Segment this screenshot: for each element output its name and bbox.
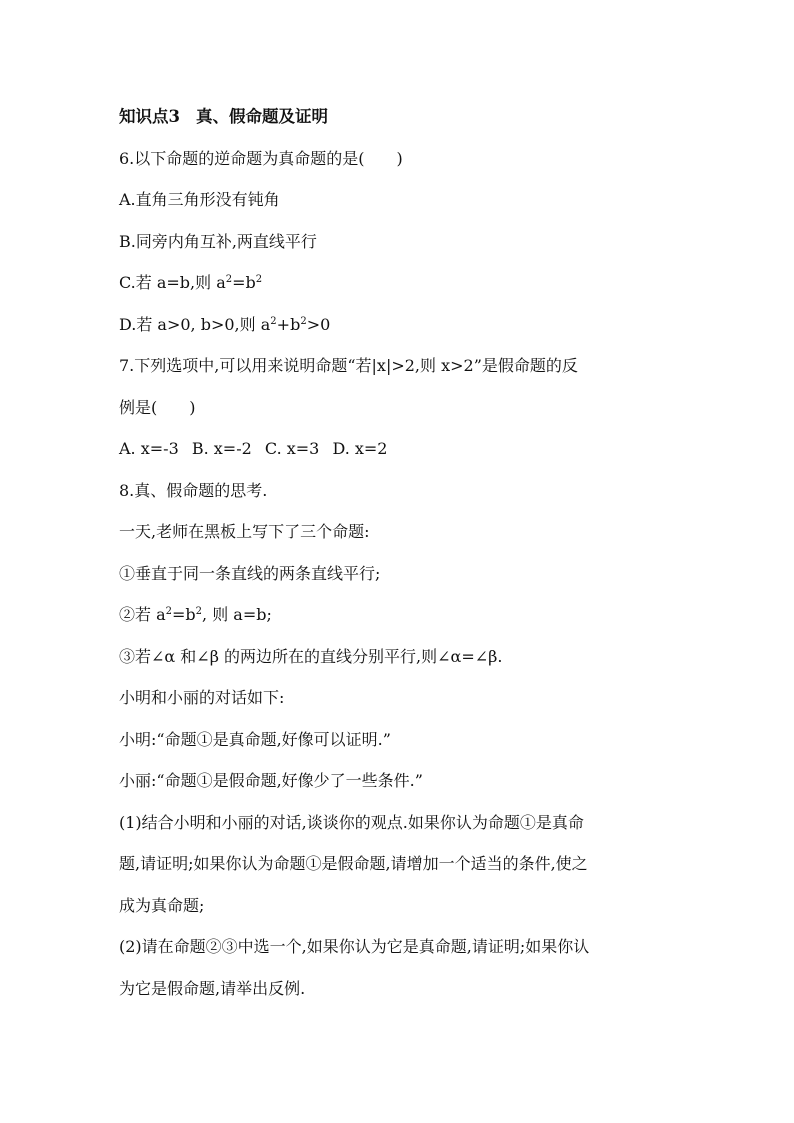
question-7-option-d: D. x=2 <box>332 439 388 458</box>
question-6-option-d: D.若 a>0, b>0,则 $a^2+b^2>0$ <box>119 315 331 334</box>
question-7-option-a: A. x=-3 <box>119 439 179 458</box>
question-8-stem: 8.真、假命题的思考. <box>119 481 268 500</box>
section-heading <box>119 107 328 127</box>
proposition-3: ③若∠α 和∠β 的两边所在的直线分别平行,则∠α=∠β. <box>119 647 503 666</box>
question-7-option-b: B. x=-2 <box>191 439 252 458</box>
question-8-intro: 一天,老师在黑板上写下了三个命题: <box>119 522 370 541</box>
dialog-xiaoli: 小丽:“命题①是假命题,好像少了一些条件.” <box>119 771 423 790</box>
part-1-line2: 题,请证明;如果你认为命题①是假命题,请增加一个适当的条件,使之 <box>119 854 588 873</box>
proposition-2: ②若 $a^2=b^2$, 则 a=b; <box>119 605 272 624</box>
part-1-line1: (1)结合小明和小丽的对话,谈谈你的观点.如果你认为命题①是真命 <box>119 813 584 832</box>
dialog-intro: 小明和小丽的对话如下: <box>119 688 285 707</box>
question-7-options <box>119 439 395 459</box>
question-7-stem-line1: 7.下列选项中,可以用来说明命题“若|x|>2,则 x>2”是假命题的反 <box>119 356 578 375</box>
part-2-line2: 为它是假命题,请举出反例. <box>119 979 306 998</box>
question-6-option-a: A.直角三角形没有钝角 <box>119 190 280 209</box>
section-label: 知识点3 <box>119 107 180 126</box>
question-6-stem: 6.以下命题的逆命题为真命题的是( ) <box>119 149 403 168</box>
section-title: 真、假命题及证明 <box>195 107 328 126</box>
part-1-line3: 成为真命题; <box>119 896 205 915</box>
question-6-option-c: C.若 a=b,则 $a^2=b^2$ <box>119 273 263 292</box>
question-6-option-b: B.同旁内角互补,两直线平行 <box>119 232 317 251</box>
dialog-xiaoming: 小明:“命题①是真命题,好像可以证明.” <box>119 730 391 749</box>
part-2-line1: (2)请在命题②③中选一个,如果你认为它是真命题,请证明;如果你认 <box>119 937 590 956</box>
proposition-1: ①垂直于同一条直线的两条直线平行; <box>119 564 381 583</box>
question-7-option-c: C. x=3 <box>264 439 320 458</box>
question-7-stem-line2: 例是( ) <box>119 398 196 417</box>
